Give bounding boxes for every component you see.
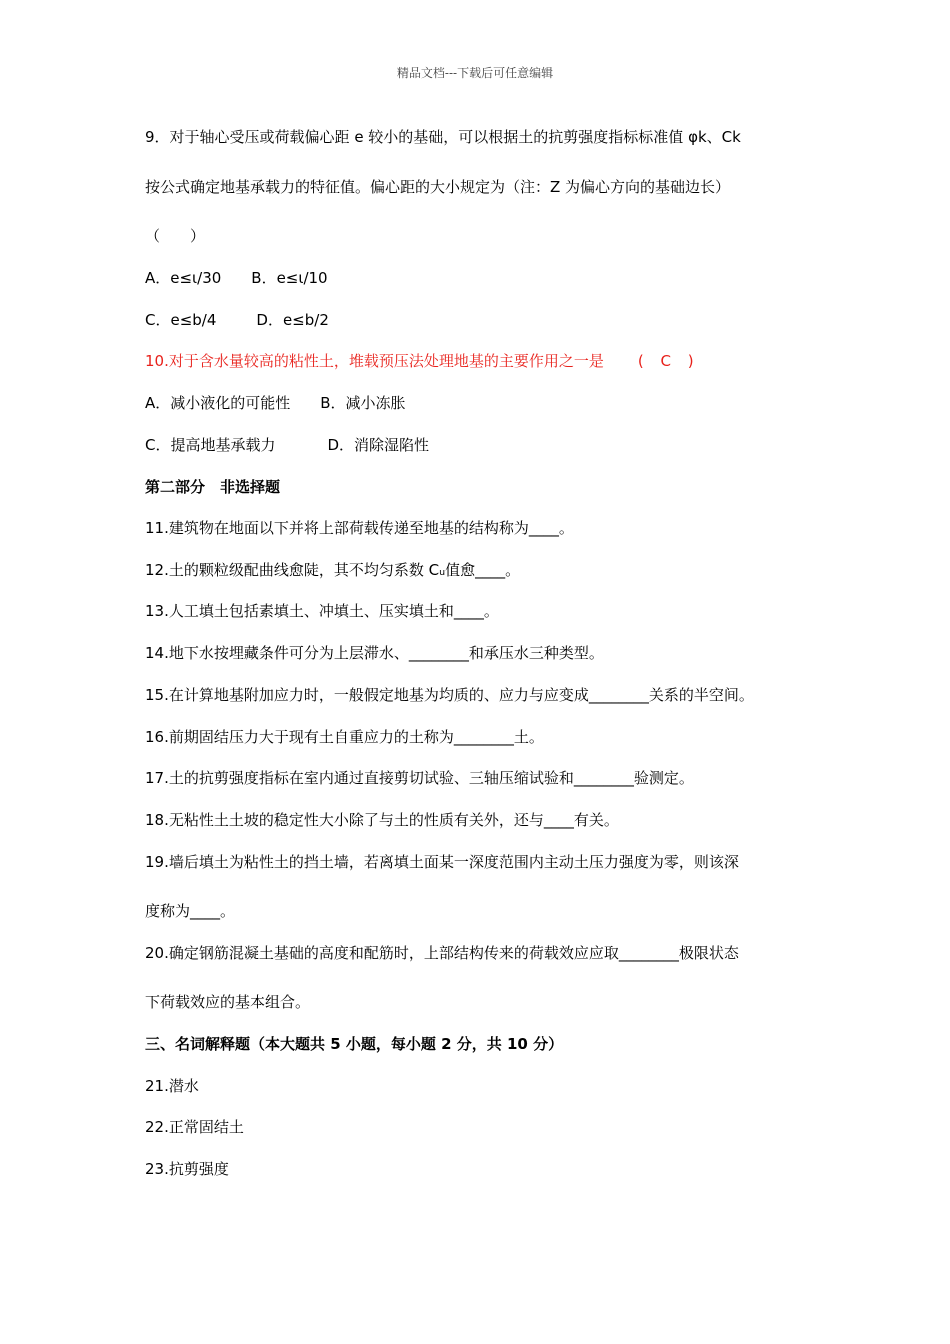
option-c: C．提高地基承载力 bbox=[145, 436, 276, 454]
question-10-answer: ( C ) bbox=[637, 352, 700, 370]
question-10-text: 10.对于含水量较高的粘性土，堆载预压法处理地基的主要作用之一是 bbox=[145, 352, 604, 370]
option-b: B．减小冻胀 bbox=[320, 394, 406, 412]
option-a: A．减小液化的可能性 bbox=[145, 394, 291, 412]
option-a: A．e≤ι/30 bbox=[145, 269, 222, 287]
question-13: 13.人工填土包括素填土、冲填土、压实填土和____。 bbox=[145, 602, 499, 620]
question-20-line-1: 20.确定钢筋混凝土基础的高度和配筋时，上部结构传来的荷载效应应取________极限状态 bbox=[145, 944, 739, 962]
question-23: 23.抗剪强度 bbox=[145, 1160, 229, 1178]
question-9-options-ab bbox=[145, 268, 328, 288]
question-9-answer-blank: （ ） bbox=[145, 227, 206, 245]
question-16: 16.前期固结压力大于现有土自重应力的土称为________土。 bbox=[145, 728, 544, 746]
option-b: B．e≤ι/10 bbox=[251, 269, 328, 287]
question-10-options-ab bbox=[145, 393, 406, 413]
question-12: 12.土的颗粒级配曲线愈陡，其不均匀系数 Cᵤ值愈____。 bbox=[145, 561, 521, 579]
page-header: 精品文档---下载后可任意编辑 bbox=[396, 66, 554, 80]
option-c: C．e≤b/4 bbox=[145, 311, 217, 329]
option-d: D．e≤b/2 bbox=[256, 311, 329, 329]
question-15: 15.在计算地基附加应力时，一般假定地基为均质的、应力与应变成________关系的半空间。 bbox=[145, 686, 754, 704]
question-17: 17.土的抗剪强度指标在室内通过直接剪切试验、三轴压缩试验和________验测定。 bbox=[145, 769, 694, 787]
question-22: 22.正常固结土 bbox=[145, 1118, 244, 1136]
section-title-part-two: 第二部分 非选择题 bbox=[145, 478, 281, 496]
question-9-line-1: 9．对于轴心受压或荷载偏心距 e 较小的基础，可以根据土的抗剪强度指标标准值 φk、Ck bbox=[145, 128, 741, 146]
question-21: 21.潜水 bbox=[145, 1077, 199, 1095]
question-9-options-cd bbox=[145, 310, 329, 330]
question-10-options-cd bbox=[145, 435, 429, 455]
question-19-line-1: 19.墙后填土为粘性土的挡土墙，若离填土面某一深度范围内主动土压力强度为零，则该深 bbox=[145, 853, 739, 871]
question-11: 11.建筑物在地面以下并将上部荷载传递至地基的结构称为____。 bbox=[145, 519, 574, 537]
section-title-part-three: 三、名词解释题（本大题共 5 小题，每小题 2 分，共 10 分） bbox=[145, 1035, 564, 1053]
question-20-line-2: 下荷载效应的基本组合。 bbox=[145, 993, 311, 1011]
question-19-line-2: 度称为____。 bbox=[145, 902, 236, 920]
question-14: 14.地下水按埋藏条件可分为上层滞水、________和承压水三种类型。 bbox=[145, 644, 604, 662]
question-10 bbox=[145, 351, 700, 371]
option-d: D．消除湿陷性 bbox=[327, 436, 430, 454]
question-9-line-2: 按公式确定地基承载力的特征值。偏心距的大小规定为（注：Z 为偏心方向的基础边长） bbox=[145, 178, 731, 196]
question-18: 18.无粘性土土坡的稳定性大小除了与土的性质有关外，还与____有关。 bbox=[145, 811, 619, 829]
